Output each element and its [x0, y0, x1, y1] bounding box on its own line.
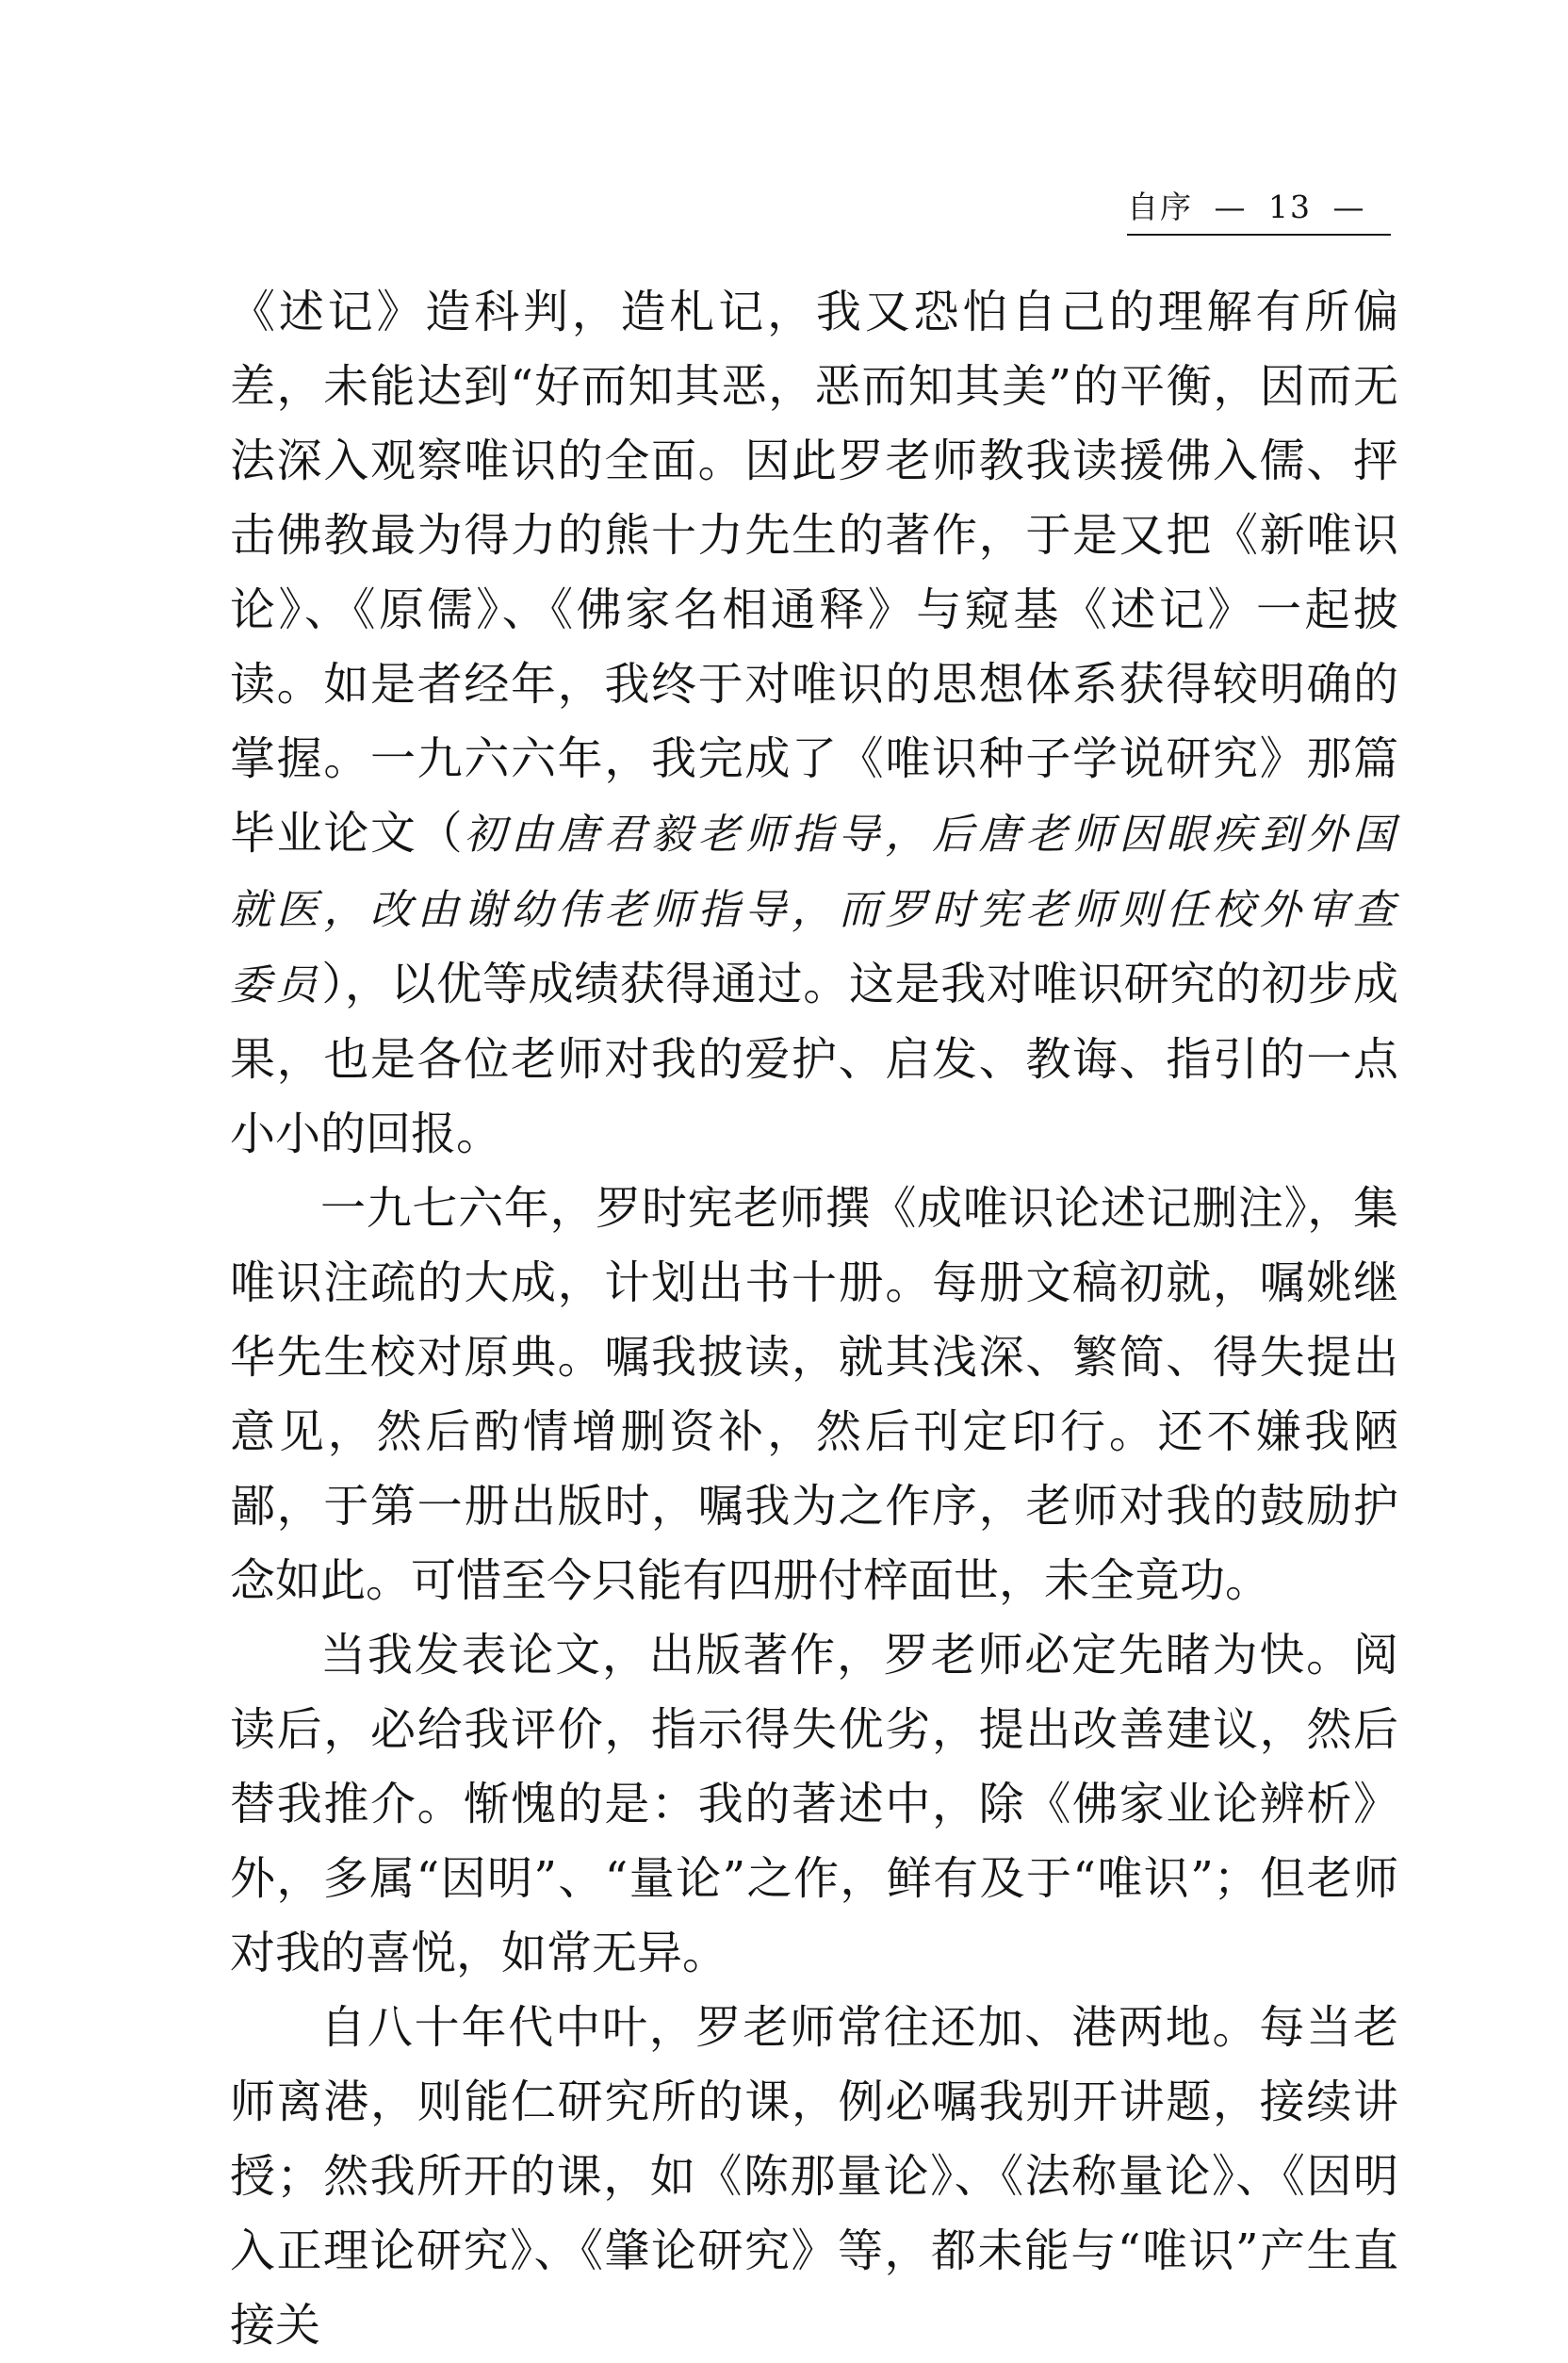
dash-left: —	[1214, 189, 1248, 225]
paragraph-1	[230, 275, 1398, 1172]
page-number: 13	[1268, 189, 1312, 225]
body-text	[230, 275, 1398, 2363]
paragraph-2: 一九七六年，罗时宪老师撰《成唯识论述记删注》，集唯识注疏的大成，计划出书十册。每册文稿初就，嘱姚继华先生校对原典。嘱我披读，就其浅深、繁简、得失提出意见，然后酌情增删资补，然后刊定印行。还不嫌我陋鄙，于第一册出版时，嘱我为之作序，老师对我的鼓励护念如此。可惜至今只能有四册付梓面世，未全竟功。	[230, 1182, 1398, 1607]
paragraph-1-text-b: ），以优等成绩获得通过。这是我对唯识研究的初步成果，也是各位老师对我的爱护、启发、教诲、指引的一点小小的回报。	[230, 958, 1398, 1160]
paragraph-3: 当我发表论文，出版著作，罗老师必定先睹为快。阅读后，必给我评价，指示得失优劣，提出改善建议，然后替我推介。惭愧的是：我的著述中，除《佛家业论辨析》外，多属“因明”、“量论”之作，鲜有及于“唯识”；但老师对我的喜悦，如常无异。	[230, 1629, 1398, 1979]
paragraph-1-text-a: 《述记》造科判，造札记，我又恐怕自己的理解有所偏差，未能达到“好而知其恶，恶而知其美”的平衡，因而无法深入观察唯识的全面。因此罗老师教我读援佛入儒、抨击佛教最为得力的熊十力先生的著作，于是又把《新唯识论》、《原儒》、《佛家名相通释》与窥基《述记》一起披读。如是者经年，我终于对唯识的思想体系获得较明确的掌握。一九六六年，我完成了《唯识种子学说研究》那篇毕业论文（	[230, 286, 1398, 860]
paragraph-4: 自八十年代中叶，罗老师常往还加、港两地。每当老师离港，则能仁研究所的课，例必嘱我别开讲题，接续讲授；然我所开的课，如《陈那量论》、《法称量论》、《因明入正理论研究》、《肇论研究》等，都未能与“唯识”产生直接关	[230, 2001, 1398, 2352]
dash-right: —	[1332, 189, 1366, 225]
running-head	[1127, 187, 1391, 228]
section-title: 自序	[1127, 189, 1193, 225]
paragraph-1-note: 初由唐君毅老师指导，后唐老师因眼疾到外国就医，改由谢幼伟老师指导，而罗时宪老师则任校外审查委员	[230, 811, 1398, 1009]
header-rule	[1127, 234, 1391, 236]
